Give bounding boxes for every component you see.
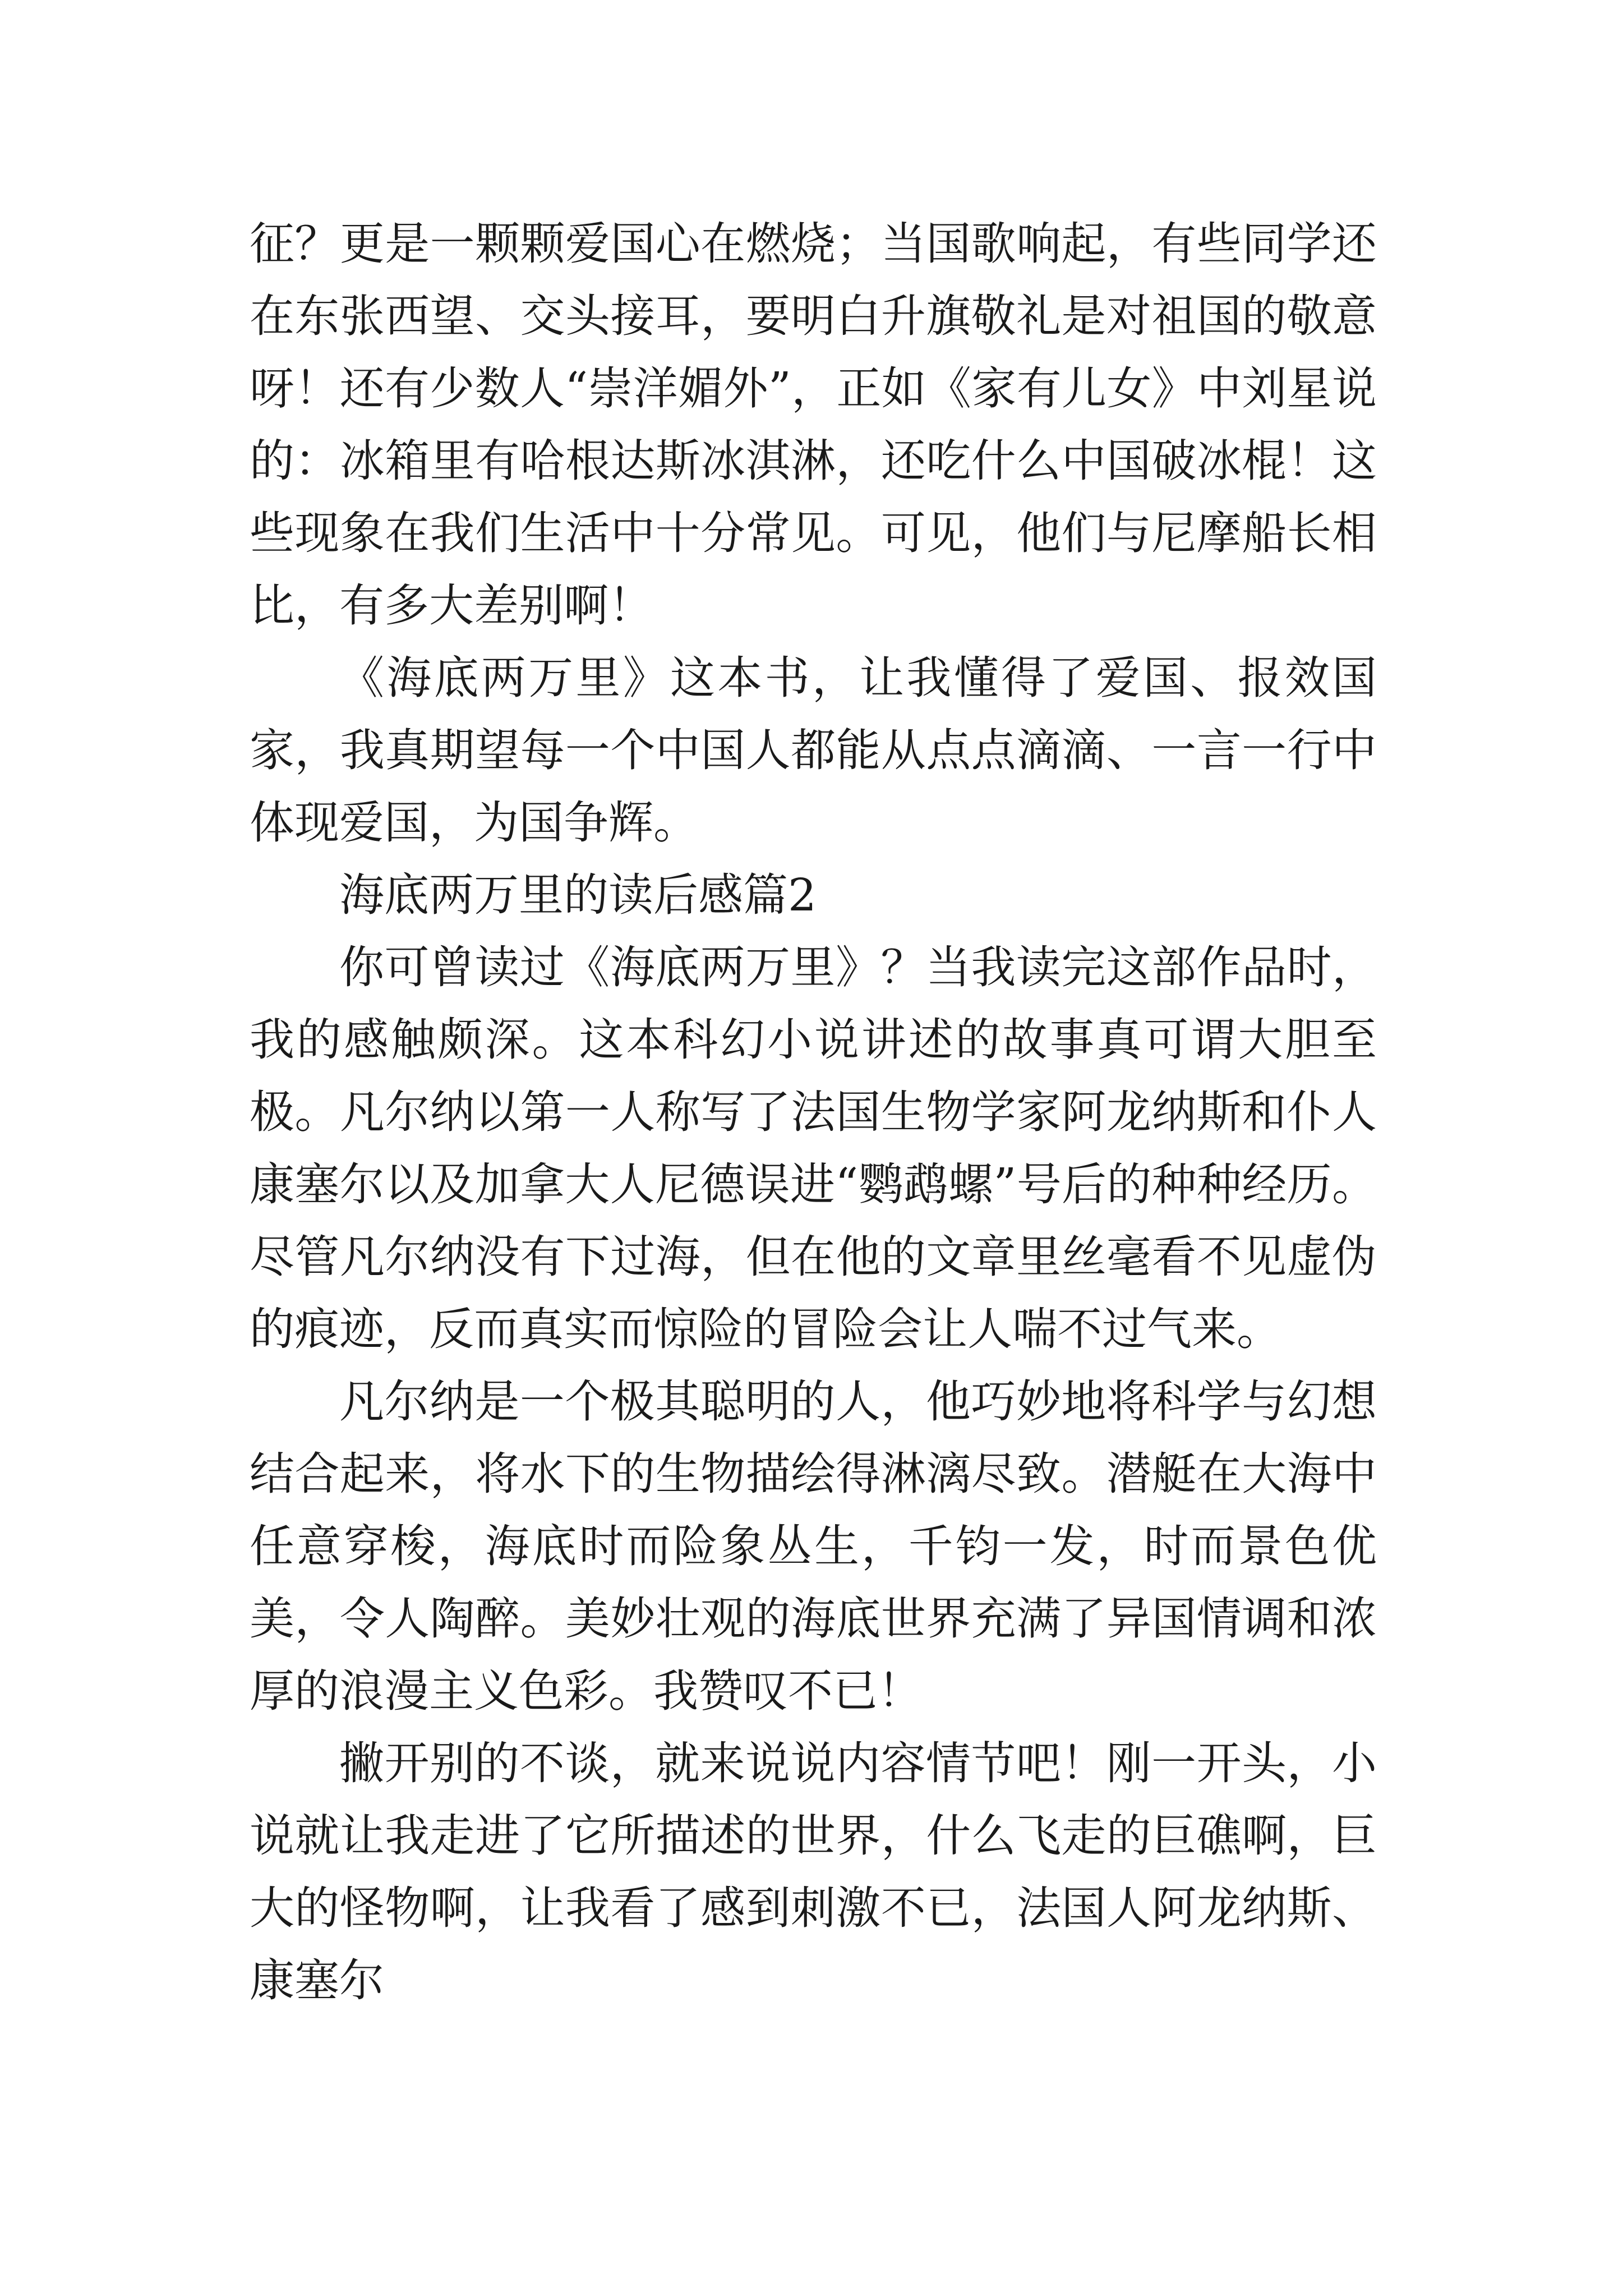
document-body (250, 208, 1377, 2017)
paragraph: 你可曾读过《海底两万里》？当我读完这部作品时，我的感触颇深。这本科幻小说讲述的故事真可谓大胆至极。凡尔纳以第一人称写了法国生物学家阿龙纳斯和仆人康塞尔以及加拿大人尼德误进“鹦鹉螺”号后的种种经历。尽管凡尔纳没有下过海，但在他的文章里丝毫看不见虚伪的痕迹，反而真实而惊险的冒险会让人喘不过气来。 (250, 941, 1377, 1355)
paragraph: 撇开别的不谈，就来说说内容情节吧！刚一开头，小说就让我走进了它所描述的世界，什么飞走的巨礁啊，巨大的怪物啊，让我看了感到刺激不已，法国人阿龙纳斯、康塞尔 (250, 1737, 1377, 2007)
section-heading: 海底两万里的读后感篇2 (339, 869, 817, 921)
paragraph: 凡尔纳是一个极其聪明的人，他巧妙地将科学与幻想结合起来，将水下的生物描绘得淋漓尽致。潜艇在大海中任意穿梭，海底时而险象丛生，千钧一发，时而景色优美，令人陶醉。美妙壮观的海底世界充满了异国情调和浓厚的浪漫主义色彩。我赞叹不已！ (250, 1375, 1377, 1717)
paragraph-continuation: 征？更是一颗颗爱国心在燃烧；当国歌响起，有些同学还在东张西望、交头接耳，要明白升旗敬礼是对祖国的敬意呀！还有少数人“崇洋媚外”，正如《家有儿女》中刘星说的：冰箱里有哈根达斯冰淇淋，还吃什么中国破冰棍！这些现象在我们生活中十分常见。可见，他们与尼摩船长相比，有多大差别啊！ (250, 218, 1377, 632)
paragraph: 《海底两万里》这本书，让我懂得了爱国、报效国家，我真期望每一个中国人都能从点点滴滴、一言一行中体现爱国，为国争辉。 (250, 652, 1377, 849)
